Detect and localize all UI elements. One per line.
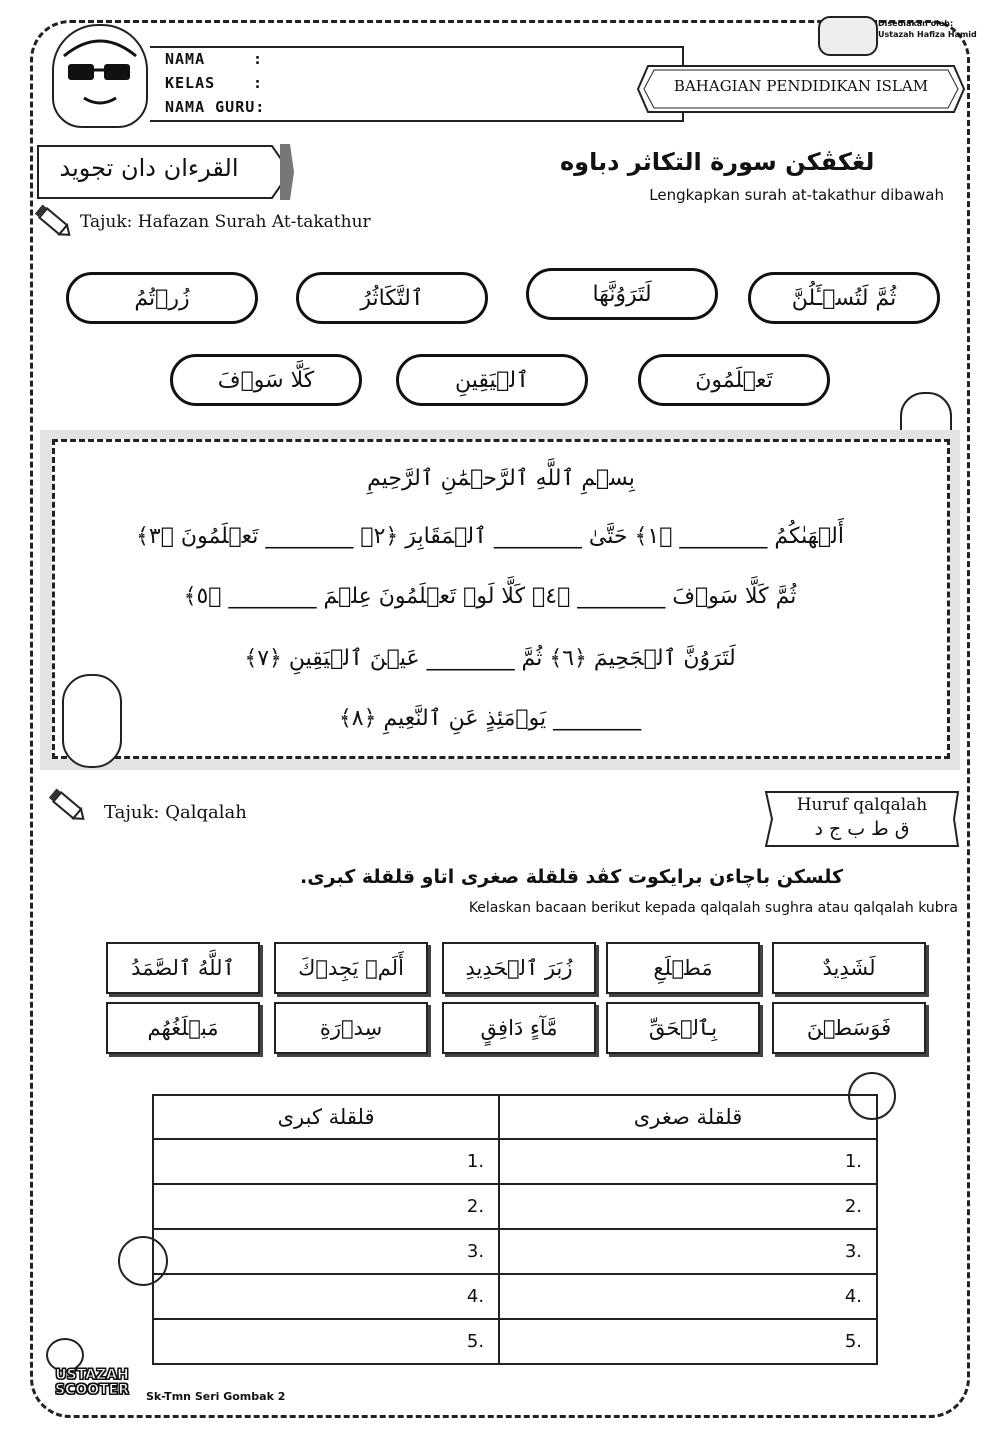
qalqalah-card[interactable]: ٱللَّهُ ٱلصَّمَدُ [106, 942, 260, 994]
credit-text: Disediakan oleh: Ustazah Hafiza Hamid [878, 19, 977, 39]
footer-school: Sk-Tmn Seri Gombak 2 [146, 1390, 286, 1403]
section2-instruction-jawi: كلسكن باچاءن برايكوت كڤد قلقلة صغرى اتاو قلقلة كبرى. [300, 866, 844, 888]
kubra-answer-cell[interactable]: 5. [153, 1319, 499, 1364]
table-row [153, 1274, 877, 1319]
huruf-qalqalah-title: Huruf qalqalah [796, 795, 928, 815]
bee-mascot-icon [62, 674, 122, 768]
surah-line-2[interactable]: ثُمَّ كَلَّا سَوۡفَ ________ ﴿٤﴾ كَلَّا لَوۡ تَعۡلَمُونَ عِلۡمَ ________ ﴿٥﴾ [183, 584, 797, 609]
qalqalah-card[interactable]: لَشَدِيدٌ [772, 942, 926, 994]
sughra-answer-cell[interactable]: 1. [499, 1139, 877, 1184]
table-row [153, 1319, 877, 1364]
table-row [153, 1184, 877, 1229]
sughra-answer-cell[interactable]: 3. [499, 1229, 877, 1274]
sughra-answer-cell[interactable]: 4. [499, 1274, 877, 1319]
word-bank-item[interactable]: ٱلتَّكَاثُرُ [296, 272, 488, 324]
department-title: BAHAGIAN PENDIDIKAN ISLAM [673, 77, 929, 95]
qalqalah-card[interactable]: مَبۡلَغُهُم [106, 1002, 260, 1054]
section2-instruction-rumi: Kelaskan bacaan berikut kepada qalqalah sughra atau qalqalah kubra [468, 900, 958, 916]
kubra-answer-cell[interactable]: 3. [153, 1229, 499, 1274]
surah-line-3[interactable]: لَتَرَوُنَّ ٱلۡجَحِيمَ ﴿٦﴾ ثُمَّ ________ عَيۡنَ ٱلۡيَقِينِ ﴿٧﴾ [244, 646, 736, 671]
qalqalah-card[interactable]: زُبَرَ ٱلۡحَدِيدِ [442, 942, 596, 994]
word-bank-item[interactable]: ثُمَّ لَتُسۡـَٔلُنَّ [748, 272, 940, 324]
word-bank-item[interactable]: كَلَّا سَوۡفَ [170, 354, 362, 406]
qalqalah-table [152, 1094, 878, 1365]
sughra-answer-cell[interactable]: 2. [499, 1184, 877, 1229]
girl-mascot-icon [52, 24, 148, 128]
section1-topic: Tajuk: Hafazan Surah At-takathur [80, 212, 371, 232]
basmalah: بِسۡمِ ٱللَّهِ ٱلرَّحۡمَٰنِ ٱلرَّحِيمِ [367, 466, 635, 491]
section1-instruction-jawi: لڠكڤكن سورة التكاثر دباوه [560, 148, 875, 176]
qalqalah-card[interactable]: مَّآءٍ دَافِقٍ [442, 1002, 596, 1054]
qalqalah-card[interactable]: أَلَمۡ يَجِدۡكَ [274, 942, 428, 994]
word-bank-item[interactable]: تَعۡلَمُونَ [638, 354, 830, 406]
surah-line-1[interactable]: أَلۡهَىٰكُمُ ________ ﴿١﴾ حَتَّىٰ ________ ٱلۡمَقَابِرَ ﴿٢﴾ ________ تَعۡلَمُونَ ﴿٣﴾ [136, 524, 844, 549]
section1-instruction-rumi: Lengkapkan surah at-takathur dibawah [649, 186, 944, 204]
header-qalqalah-sughra: قلقلة صغرى [499, 1095, 877, 1139]
credit-logo-icon [818, 16, 878, 56]
kubra-answer-cell[interactable]: 2. [153, 1184, 499, 1229]
pencil-icon [32, 200, 76, 244]
table-row [153, 1139, 877, 1184]
surah-line-4[interactable]: ________ يَوۡمَئِذٍ عَنِ ٱلنَّعِيمِ ﴿٨﴾ [338, 706, 642, 731]
kubra-answer-cell[interactable]: 4. [153, 1274, 499, 1319]
table-row [153, 1229, 877, 1274]
qalqalah-card[interactable]: فَوَسَطۡنَ [772, 1002, 926, 1054]
word-bank-item[interactable]: ٱلۡيَقِينِ [396, 354, 588, 406]
word-bank-item[interactable]: لَتَرَوُنَّهَا [526, 268, 718, 320]
pencil-icon [46, 784, 90, 828]
qalqalah-card[interactable]: مَطۡلَعِ [606, 942, 760, 994]
huruf-qalqalah-letters: ق ط ب ج د [814, 818, 910, 840]
teacher-label: NAMA GURU: [165, 98, 266, 116]
footer-logo: USTAZAH SCOOTER [40, 1338, 144, 1402]
class-label: KELAS : [165, 74, 264, 92]
word-bank-item[interactable]: زُرۡتُمُ [66, 272, 258, 324]
qalqalah-card[interactable]: سِدۡرَةِ [274, 1002, 428, 1054]
name-label: NAMA : [165, 50, 264, 68]
header-qalqalah-kubra: قلقلة كبرى [153, 1095, 499, 1139]
subject-title: القرءان دان تجويد [59, 154, 239, 182]
kubra-answer-cell[interactable]: 1. [153, 1139, 499, 1184]
qalqalah-card[interactable]: بِٱلۡحَقِّ [606, 1002, 760, 1054]
section2-topic: Tajuk: Qalqalah [104, 802, 247, 823]
sughra-answer-cell[interactable]: 5. [499, 1319, 877, 1364]
